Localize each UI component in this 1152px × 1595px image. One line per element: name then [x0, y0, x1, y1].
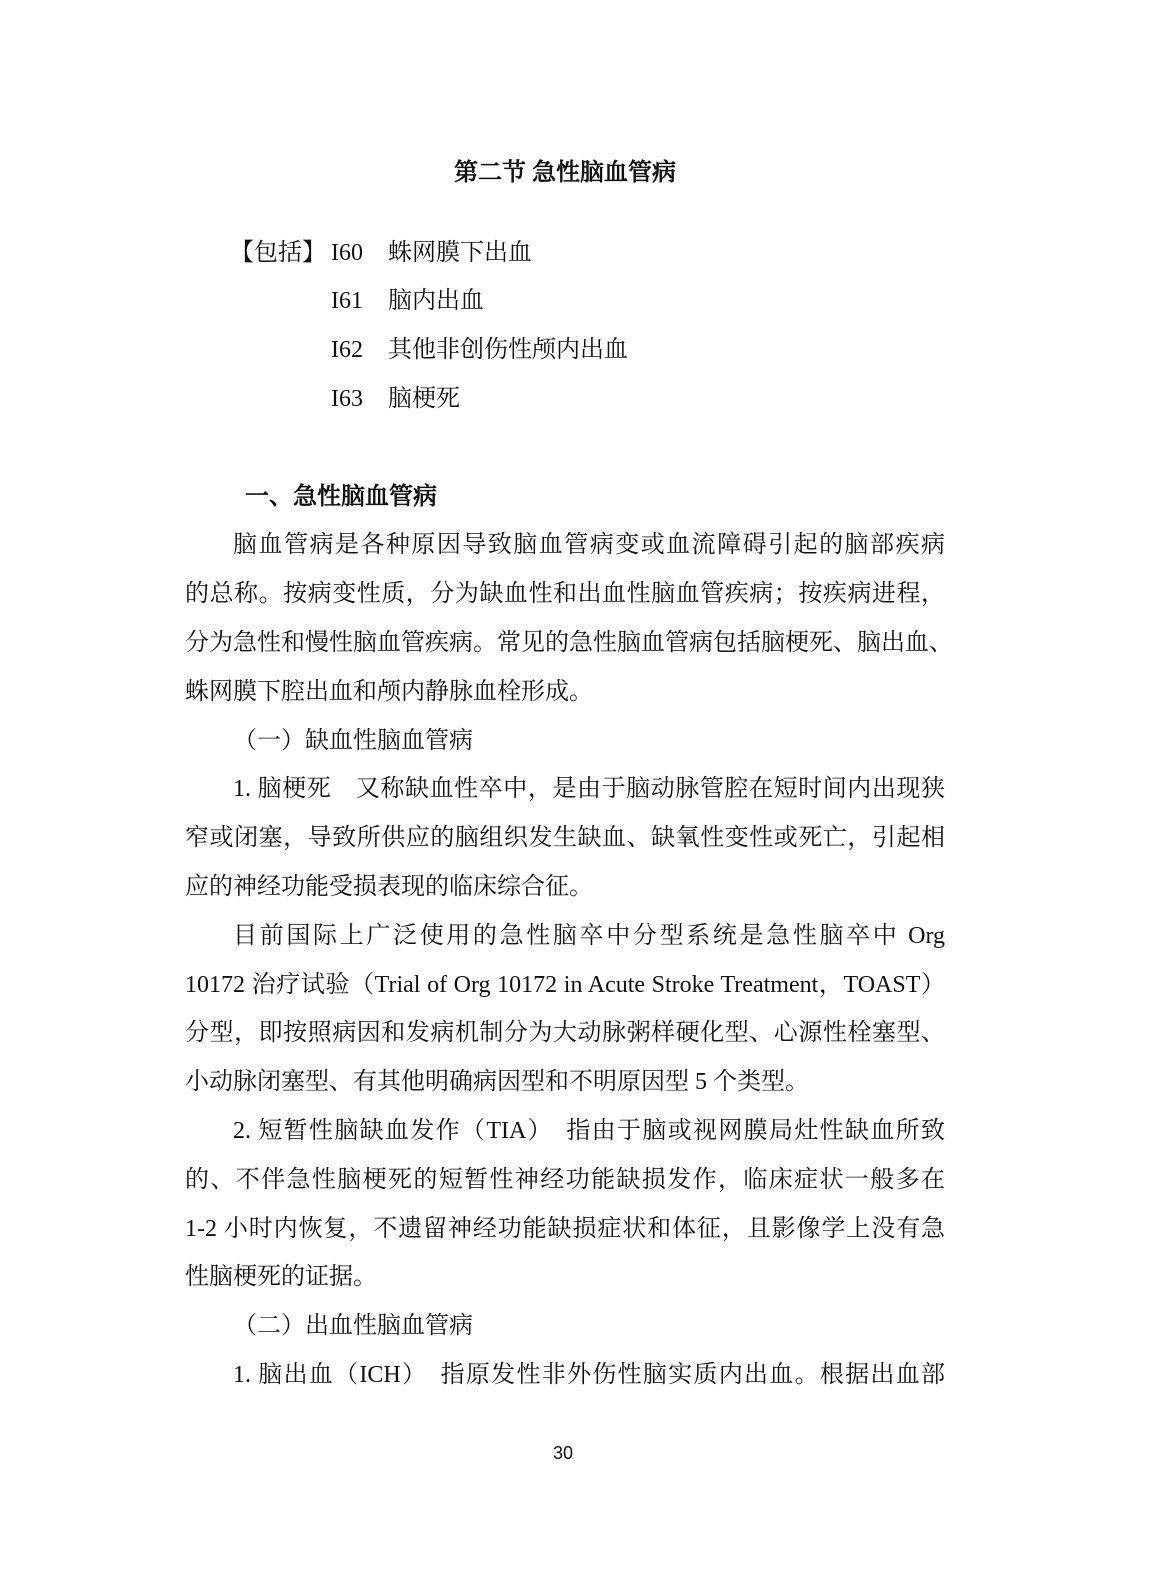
include-item [185, 277, 945, 326]
blank-line [185, 424, 945, 473]
include-label-spacer [230, 375, 331, 424]
paragraph-infarction [185, 765, 945, 911]
include-code: I61 [331, 288, 363, 315]
paragraph-line: 目前国际上广泛使用的急性脑卒中分型系统是急性脑卒中 Org [233, 922, 945, 949]
paragraph-line: 应的神经功能受损表现的临床综合征。 [185, 873, 593, 900]
include-label: 【包括】 [230, 239, 326, 266]
subsection-heading: （一）缺血性脑血管病 [233, 727, 473, 754]
include-code: I63 [331, 385, 363, 412]
paragraph-ich [185, 1351, 945, 1400]
paragraph-line: 1. 脑出血（ICH） 指原发性非外伤性脑实质内出血。根据出血部 [233, 1361, 945, 1388]
include-item [185, 326, 945, 375]
include-code: I62 [331, 337, 363, 364]
include-label-spacer [230, 326, 331, 375]
paragraph-line: 分型，即按照病因和发病机制分为大动脉粥样硬化型、心源性栓塞型、 [185, 1020, 945, 1047]
paragraph-line: 脑血管病是各种原因导致脑血管病变或血流障碍引起的脑部疾病 [233, 532, 945, 559]
paragraph-line: 小动脉闭塞型、有其他明确病因型和不明原因型 5 个类型。 [185, 1069, 809, 1096]
page-number: 30 [552, 1443, 574, 1463]
include-code: I60 [331, 239, 363, 266]
paragraph-intro [185, 521, 953, 716]
paragraph-line: 性脑梗死的证据。 [185, 1264, 377, 1291]
paragraph-line: 2. 短暂性脑缺血发作（TIA） 指由于脑或视网膜局灶性缺血所致 [233, 1117, 945, 1144]
include-label-spacer [230, 277, 331, 326]
paragraph-line: 1. 脑梗死 又称缺血性卒中，是由于脑动脉管腔在短时间内出现狭 [233, 776, 945, 803]
paragraph-line: 的总称。按病变性质，分为缺血性和出血性脑血管疾病；按疾病进程， [185, 581, 945, 608]
include-name: 蛛网膜下出血 [388, 239, 532, 266]
include-name: 其他非创伤性颅内出血 [388, 337, 628, 364]
document-body [185, 229, 953, 1400]
paragraph-line: 的、不伴急性脑梗死的短暂性神经功能缺损发作，临床症状一般多在 [185, 1166, 945, 1193]
section-title: 第二节 急性脑血管病 [454, 160, 676, 186]
paragraph-line: 窄或闭塞，导致所供应的脑组织发生缺血、缺氧性变性或死亡，引起相 [185, 825, 945, 852]
include-list [185, 229, 945, 424]
paragraph-line: 10172 治疗试验（Trial of Org 10172 in Acute Stroke Treatment，TOAST） [185, 971, 945, 998]
include-item [185, 229, 945, 278]
include-item [185, 375, 945, 424]
include-name: 脑梗死 [388, 385, 460, 412]
paragraph-tia [185, 1107, 945, 1302]
subsection-heading: （二）出血性脑血管病 [233, 1313, 473, 1340]
paragraph-line: 分为急性和慢性脑血管疾病。常见的急性脑血管病包括脑梗死、脑出血、 [185, 629, 953, 656]
paragraph-line: 蛛网膜下腔出血和颅内静脉血栓形成。 [185, 678, 593, 705]
paragraph-toast [185, 912, 945, 1107]
paragraph-line: 1-2 小时内恢复，不遗留神经功能缺损症状和体征，且影像学上没有急 [185, 1215, 945, 1242]
include-name: 脑内出血 [388, 288, 484, 315]
section-heading: 一、急性脑血管病 [245, 483, 437, 510]
